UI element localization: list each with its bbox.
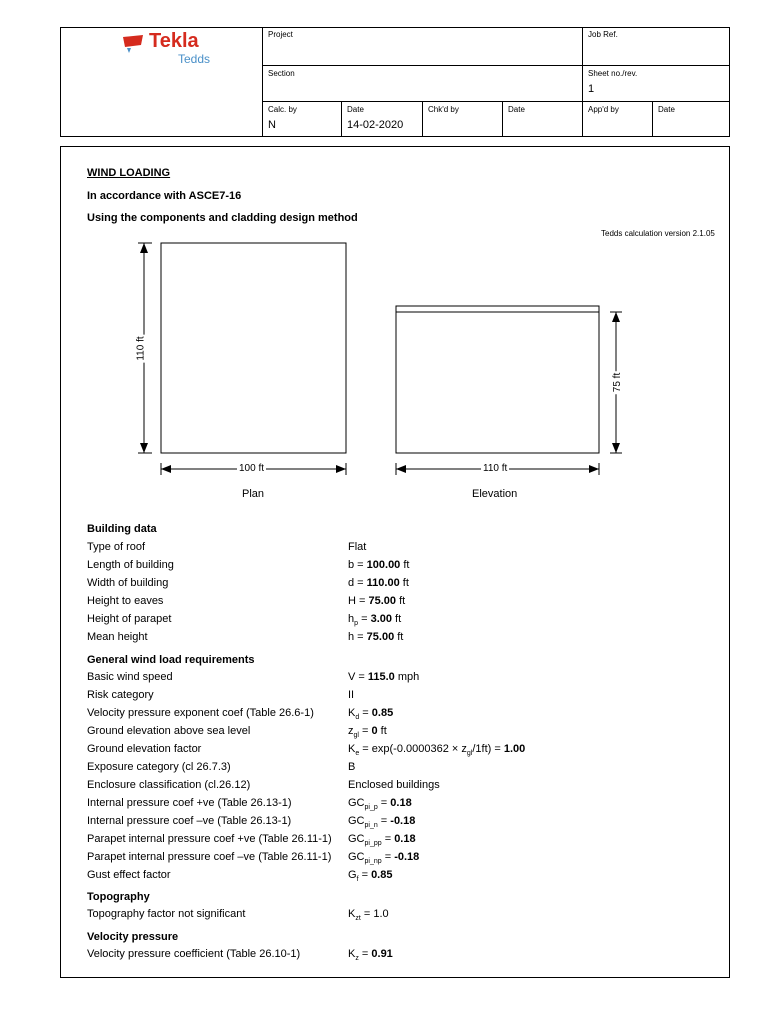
elev-height-label: 75 ft: [612, 372, 624, 393]
calc-by-value: N: [268, 119, 276, 131]
row-parapet-label: Height of parapet: [87, 613, 172, 625]
appd-cell: [582, 101, 652, 137]
row-elevation-label: Ground elevation above sea level: [87, 725, 251, 737]
date2-cell: [502, 101, 582, 137]
section-topography: Topography: [87, 891, 150, 903]
date-label: Date: [347, 105, 364, 114]
row-risk-value: II: [348, 689, 355, 701]
row-elevation-value: $z_{gl} = 0$ ft: [348, 725, 387, 740]
row-topo-value: $K_{zt} = 1.0$: [348, 908, 389, 923]
calc-by-label: Calc. by: [268, 105, 297, 114]
row-length-label: Length of building: [87, 559, 174, 571]
row-kz-label: Velocity pressure coefficient (Table 26.10-1): [87, 948, 301, 960]
plan-caption: Plan: [242, 488, 265, 500]
sheet-cell: [582, 65, 730, 101]
logo-sub: Tedds: [178, 52, 211, 66]
row-roof-type-value: Flat: [348, 541, 367, 553]
section-building-data: Building data: [87, 523, 157, 535]
row-mean-value: h = 75.00 ft: [348, 631, 404, 643]
elev-caption: Elevation: [472, 488, 518, 500]
row-exposure-value: B: [348, 761, 356, 773]
version-text: Tedds calculation version 2.1.05: [601, 229, 715, 238]
row-topo-label: Topography factor not significant: [87, 908, 246, 920]
row-ke-value: $K_e = \exp(-0.0000362 \times z_{gl}/1ft) = 1.00$: [348, 743, 526, 758]
date3-cell: [652, 101, 730, 137]
row-wind-speed-label: Basic wind speed: [87, 671, 173, 683]
row-enclosure-label: Enclosure classification (cl.26.12): [87, 779, 251, 791]
sheet-value: 1: [588, 83, 595, 95]
row-gust-label: Gust effect factor: [87, 869, 171, 881]
row-gcpi-n-value: $GC_{pi\_n} = -0.18$: [348, 815, 416, 830]
project-label: Project: [268, 30, 293, 39]
row-gcpi-pp-value: $GC_{pi\_pp} = 0.18$: [348, 833, 416, 848]
date-cell: [341, 101, 422, 137]
doc-subtitle-2: Using the components and cladding design method: [87, 212, 358, 224]
row-mean-label: Mean height: [87, 631, 148, 643]
section-general: General wind load requirements: [87, 654, 255, 666]
section-velocity: Velocity pressure: [87, 931, 179, 943]
parapet-outline: [396, 306, 599, 312]
chkd-cell: [422, 101, 502, 137]
row-gcpi-np-label: Parapet internal pressure coef –ve (Table 26.11-1): [87, 851, 332, 863]
calculation-body: [60, 146, 730, 978]
row-eaves-value: H = 75.00 ft: [348, 595, 406, 607]
row-wind-speed-value: V = 115.0 mph: [348, 671, 420, 683]
section-label: Section: [268, 69, 295, 78]
row-gcpi-p-label: Internal pressure coef +ve (Table 26.13-1): [87, 797, 292, 809]
job-ref-label: Job Ref.: [588, 30, 618, 39]
row-gust-value: $G_f = 0.85$: [348, 869, 393, 884]
building-diagram: [61, 237, 731, 507]
row-parapet-value: $h_p = 3.00$ ft: [348, 613, 402, 628]
project-cell: [262, 27, 582, 65]
logo-text: Tekla: [149, 30, 199, 52]
calc-by-cell: [262, 101, 341, 137]
row-kd-label: Velocity pressure exponent coef (Table 26.6-1): [87, 707, 314, 719]
row-gcpi-n-label: Internal pressure coef –ve (Table 26.13-1): [87, 815, 292, 827]
row-gcpi-pp-label: Parapet internal pressure coef +ve (Table 26.11-1): [87, 833, 332, 845]
plan-width-label: 100 ft: [239, 463, 265, 474]
row-ke-label: Ground elevation factor: [87, 743, 202, 755]
title-block: [60, 27, 730, 137]
row-kz-value: $K_z = 0.91$: [348, 948, 393, 963]
row-exposure-label: Exposure category (cl 26.7.3): [87, 761, 231, 773]
elev-width-label: 110 ft: [483, 463, 508, 474]
row-width-label: Width of building: [87, 577, 169, 589]
row-enclosure-value: Enclosed buildings: [348, 779, 440, 791]
date-value: 14-02-2020: [347, 119, 404, 131]
tekla-logo-icon: [121, 31, 151, 61]
row-gcpi-p-value: $GC_{pi\_p} = 0.18$: [348, 797, 412, 812]
sheet-label: Sheet no./rev.: [588, 69, 638, 78]
elevation-outline: [396, 306, 599, 453]
job-ref-cell: [582, 27, 730, 65]
plan-height-label: 110 ft: [135, 336, 147, 361]
section-cell: [262, 65, 582, 101]
row-length-value: b = 100.00 ft: [348, 559, 410, 571]
row-gcpi-np-value: $GC_{pi\_np} = -0.18$: [348, 851, 420, 866]
date2-label: Date: [508, 105, 525, 114]
row-risk-label: Risk category: [87, 689, 154, 701]
row-width-value: d = 110.00 ft: [348, 577, 409, 589]
chkd-label: Chk'd by: [428, 105, 459, 114]
doc-title: WIND LOADING: [87, 167, 171, 179]
date3-label: Date: [658, 105, 675, 114]
row-kd-value: $K_d = 0.85$: [348, 707, 394, 722]
row-roof-type-label: Type of roof: [87, 541, 146, 553]
row-eaves-label: Height to eaves: [87, 595, 164, 607]
doc-subtitle-1: In accordance with ASCE7-16: [87, 190, 242, 202]
appd-label: App'd by: [588, 105, 619, 114]
plan-outline: [161, 243, 346, 453]
